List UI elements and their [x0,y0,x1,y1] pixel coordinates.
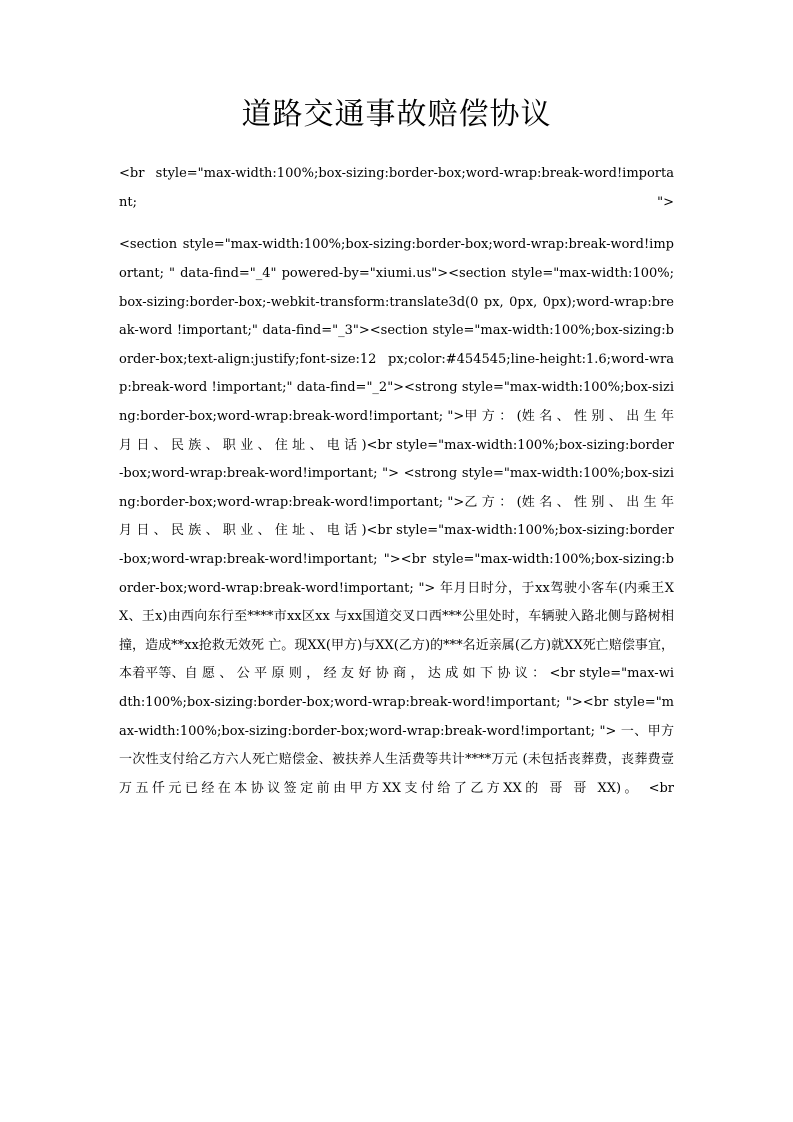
paragraph-br-tag [119,160,674,217]
paragraph-text: <br style="max-width:100%;box-sizing:border-box;word-wrap:break-word!important; "> [119,166,674,210]
document-title: 道路交通事故赔偿协议 [241,97,552,132]
paragraph-text: <section style="max-width:100%;box-sizing:border-box;word-wrap:break-word!important; " data-find="_4" powered-by="xiumi.us"><section style="max-width:100%;box-sizing:border-box;-webkit-transform:translate3d(0 px, 0px, 0px);word-wrap:break-word !important;" data-find="_3"><section style="max-width:100%;box-sizing:border-box;text-align:justify;font-size:12 px;color:#454545;line-height:1.6;word-wrap:break-word !important;" data-find="_2"><strong style="max-width:100%;box-sizing:border-box;word-wrap:break-word!important; ">甲 方 ： (姓 名 、 性 别 、 出 生 年 月 日 、 民 族 、 职 业 、 住 址 、 电 话 )<br style="max-width:100%;box-sizing:border-box;word-wrap:break-word!important; "> <strong style="max-width:100%;box-sizing:border-box;word-wrap:break-word!important; ">乙 方 ： (姓 名 、 性 别 、 出 生 年 月 日 、 民 族 、 职 业 、 住 址 、 电 话 )<br style="max-width:100%;box-sizing:border-box;word-wrap:break-word!important; "><br style="max-width:100%;box-sizing:border-box;word-wrap:break-word!important; "> 年月日时分，于xx驾驶小客车(内乘王XX、王x)由西向东行至****市xx区xx 与xx国道交叉口西***公里处时，车辆驶入路北侧与路树相撞，造成**xx抢救无效死 亡。现XX(甲方)与XX(乙方)的***名近亲属(乙方)就XX死亡赔偿事宜，本着平等、自 愿 、 公 平 原 则 ， 经 友 好 协 商 ， 达 成 如 下 协 议 ： <br style="max-width:100%;box-sizing:border-box;word-wrap:break-word!important; "><br style="max-width:100%;box-sizing:border-box;word-wrap:break-word!important; "> 一、甲方一次性支付给乙方六人死亡赔偿金、被扶养人生活费等共计****万元 (未包括丧葬费，丧葬费壹万五仟元已经在本协议签定前由甲方XX支付给了乙方XX的 哥 哥 XX)。 <br [119,237,674,796]
paragraph-section-markup [119,231,674,803]
document-body [119,160,674,818]
